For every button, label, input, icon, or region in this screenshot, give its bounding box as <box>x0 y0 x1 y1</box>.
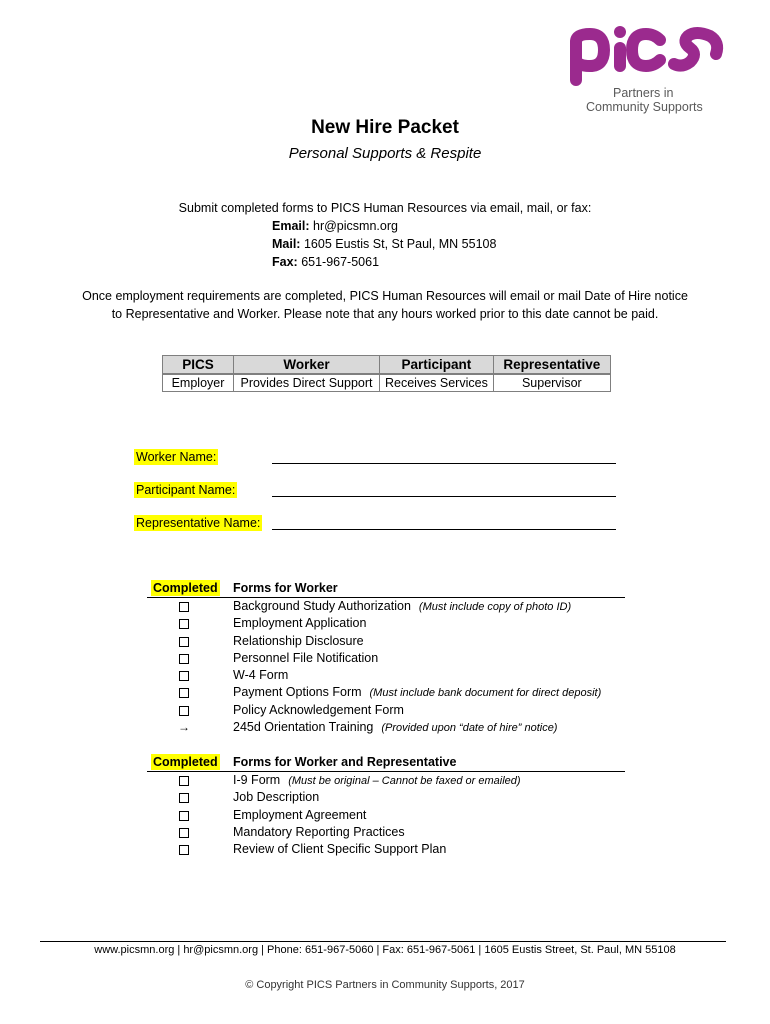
checkbox[interactable] <box>179 654 189 664</box>
roles-header-row <box>163 356 611 375</box>
date-of-hire-notice <box>40 287 730 323</box>
form-note: (Must include copy of photo ID) <box>418 601 572 613</box>
section-title-forms-for-worker-and-representative: Forms for Worker and Representative <box>233 755 457 769</box>
contact-block <box>272 217 496 271</box>
roles-table <box>162 355 611 392</box>
roles-header-representative: Representative <box>493 356 610 375</box>
form-name: I-9 Form <box>233 773 281 787</box>
form-note: (Must be original – Cannot be faxed or emailed) <box>288 775 521 787</box>
representative-name-field[interactable] <box>272 528 616 530</box>
page-title: New Hire Packet <box>311 117 459 138</box>
pics-wordmark-logo <box>560 22 730 86</box>
submission-instructions: Submit completed forms to PICS Human Resources via email, mail, or fax: <box>178 201 592 215</box>
participant-name-field[interactable] <box>272 495 616 497</box>
checklist-item-label <box>233 807 366 824</box>
checkbox[interactable] <box>179 845 189 855</box>
notice-line-1: Once employment requirements are completed, PICS Human Resources will email or mail Date of Hire notice <box>82 289 688 303</box>
checkbox[interactable] <box>179 619 189 629</box>
arrow-right-icon: → <box>178 720 190 735</box>
checkbox[interactable] <box>179 776 189 786</box>
checkbox[interactable] <box>179 811 189 821</box>
logo-tagline-line2: Community Supports <box>586 100 703 114</box>
roles-cell-pics: Employer <box>163 374 234 392</box>
worker-name-field[interactable] <box>272 462 616 464</box>
form-name: Personnel File Notification <box>233 650 379 665</box>
logo-tagline <box>586 86 736 114</box>
checkbox[interactable] <box>179 637 189 647</box>
form-name: Policy Acknowledgement Form <box>233 702 404 717</box>
checklist-item-label <box>233 684 601 702</box>
checklist-item-label <box>233 772 521 790</box>
page-subtitle: Personal Supports & Respite <box>288 145 482 162</box>
checklist-item-label <box>233 789 319 806</box>
form-name: 245d Orientation Training <box>233 720 374 735</box>
contact-fax: Fax: 651-967-5061 <box>272 255 380 269</box>
checklist-item-label <box>233 667 288 684</box>
form-name: Payment Options Form <box>233 685 362 700</box>
roles-header-pics: PICS <box>163 356 234 375</box>
form-name: Employment Application <box>233 616 367 631</box>
checkbox[interactable] <box>179 793 189 803</box>
footer-contact-line: www.picsmn.org | hr@picsmn.org | Phone: 651-967-5060 | Fax: 651-967-5061 | 1605 Eustis Street, St. Paul, MN 55108 <box>94 944 676 956</box>
checklist-item-label <box>233 633 364 650</box>
form-name: Relationship Disclosure <box>233 633 364 648</box>
checklist-item-label <box>233 824 405 841</box>
form-name: Job Description <box>233 790 320 805</box>
pics-logo <box>560 22 730 118</box>
notice-line-2: to Representative and Worker. Please note that any hours worked prior to this date cannot be paid. <box>111 307 659 321</box>
checkbox[interactable] <box>179 828 189 838</box>
worker-name-label: Worker Name: <box>136 450 217 464</box>
representative-name-label: Representative Name: <box>136 516 261 530</box>
roles-description-row <box>163 374 611 392</box>
checklist-item-label <box>233 702 404 719</box>
checklist-item-label <box>233 650 378 667</box>
form-name: W-4 Form <box>233 668 289 683</box>
checkbox[interactable] <box>179 688 189 698</box>
contact-mail: Mail: 1605 Eustis St, St Paul, MN 55108 <box>272 237 497 251</box>
logo-tagline-line1: Partners in <box>613 86 674 100</box>
roles-cell-participant: Receives Services <box>380 374 494 392</box>
form-note: (Provided upon “date of hire” notice) <box>381 722 558 735</box>
checklist-item-label <box>233 598 571 616</box>
checkbox[interactable] <box>179 602 189 612</box>
form-name: Background Study Authorization <box>233 599 411 613</box>
section-title-forms-for-worker: Forms for Worker <box>233 581 338 595</box>
completed-column-label: Completed <box>153 581 218 595</box>
roles-header-worker: Worker <box>234 356 380 375</box>
roles-cell-representative: Supervisor <box>493 374 610 392</box>
form-name: Mandatory Reporting Practices <box>233 824 405 839</box>
roles-cell-worker: Provides Direct Support <box>234 374 380 392</box>
participant-name-label: Participant Name: <box>136 483 236 497</box>
checkbox[interactable] <box>179 706 189 716</box>
completed-column-label: Completed <box>153 755 218 769</box>
contact-email: Email: hr@picsmn.org <box>272 219 398 233</box>
copyright-notice: © Copyright PICS Partners in Community Supports, 2017 <box>245 979 525 991</box>
checklist-item-label <box>233 719 557 737</box>
checklist-item-label <box>233 615 366 632</box>
roles-header-participant: Participant <box>380 356 494 375</box>
checklist-item-label <box>233 841 446 858</box>
form-name: Employment Agreement <box>233 807 367 822</box>
footer-divider <box>40 941 726 942</box>
form-name: Review of Client Specific Support Plan <box>233 842 447 857</box>
checkbox[interactable] <box>179 671 189 681</box>
form-note: (Must include bank document for direct deposit) <box>369 687 602 700</box>
